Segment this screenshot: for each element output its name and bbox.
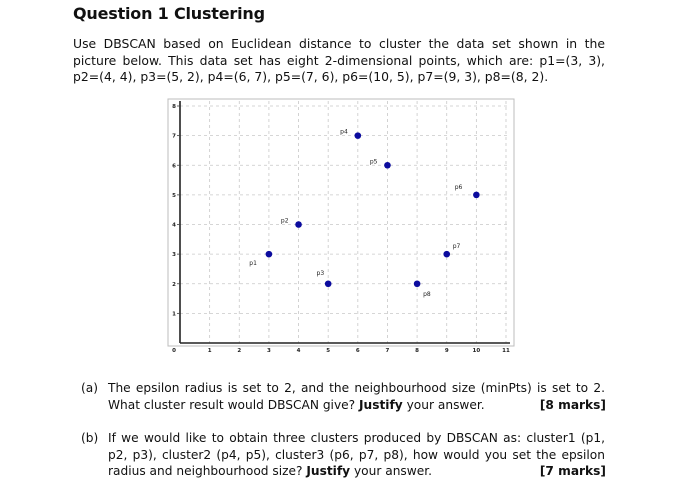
x-tick-label: 2 [237, 348, 242, 354]
x-tick-label: 5 [326, 348, 331, 354]
data-point-p4 [355, 132, 362, 139]
y-tick-label: 5 [172, 192, 176, 199]
y-tick-label: 4 [172, 222, 176, 229]
question-intro: Use DBSCAN based on Euclidean distance to cluster the data set shown in the picture below. This data set has eight 2-dimensional points, which are: p1=(3, 3), p2=(4, 4), p3=(5, 2), p4=(6, 7), p5=(7, 6), p6=(10, 5), p7=(9, 3), p8=(8, 2). [73, 36, 605, 85]
data-point-p8 [414, 280, 421, 287]
x-tick-label: 4 [296, 348, 301, 354]
question-b-justify: Justify [306, 464, 351, 479]
question-a-marks: [8 marks] [539, 397, 606, 412]
y-tick-label: 3 [172, 252, 176, 259]
data-point-p3 [325, 280, 332, 287]
question-b-after: your answer. [353, 464, 433, 479]
question-title: Question 1 Clustering [73, 4, 265, 23]
question-a-text [108, 380, 605, 413]
x-tick-label: 8 [415, 348, 420, 354]
question-b-label: (b) [81, 431, 99, 445]
question-a-prompt: The epsilon radius is set to 2, and the neighbourhood size (minPts) is set to 2. What cluster result would DBSCAN give? [108, 381, 605, 412]
point-label-p7: p7 [452, 243, 461, 251]
question-b-text [108, 430, 605, 480]
x-tick-label: 6 [355, 348, 360, 354]
x-tick-label: 0 [172, 348, 176, 354]
y-tick-label: 1 [172, 311, 176, 318]
point-label-p5: p5 [369, 158, 378, 166]
x-tick-label: 10 [472, 348, 481, 354]
point-label-p1: p1 [249, 260, 257, 268]
plot-frame [168, 99, 514, 346]
question-a-label: (a) [81, 381, 98, 395]
x-tick-label: 3 [266, 348, 271, 354]
data-point-p6 [473, 192, 480, 199]
data-point-p5 [384, 162, 391, 169]
point-label-p8: p8 [423, 290, 431, 298]
point-label-p6: p6 [454, 183, 463, 191]
x-tick-label: 1 [207, 348, 212, 354]
y-tick-label: 6 [172, 163, 176, 170]
x-tick-label: 7 [385, 348, 390, 354]
y-tick-label: 8 [172, 104, 176, 110]
x-tick-label: 11 [502, 348, 510, 354]
point-label-p4: p4 [340, 128, 348, 136]
data-point-p2 [295, 221, 302, 228]
y-tick-label: 7 [172, 133, 176, 140]
point-label-p2: p2 [280, 217, 289, 225]
y-tick-label: 2 [172, 281, 176, 288]
point-label-p3: p3 [316, 269, 325, 277]
question-b-marks: [7 marks] [539, 464, 606, 479]
question-a-after: your answer. [406, 397, 485, 412]
question-b-prompt: If we would like to obtain three clusters produced by DBSCAN as: cluster1 (p1, p2, p3), cluster2 (p4, p5), cluster3 (p6, p7, p8), how would you set the epsilon radius and neighbourhood size? [108, 431, 605, 479]
x-tick-label: 9 [444, 348, 449, 354]
data-point-p1 [266, 251, 273, 258]
data-point-p7 [443, 251, 450, 258]
question-a-justify: Justify [359, 397, 403, 412]
